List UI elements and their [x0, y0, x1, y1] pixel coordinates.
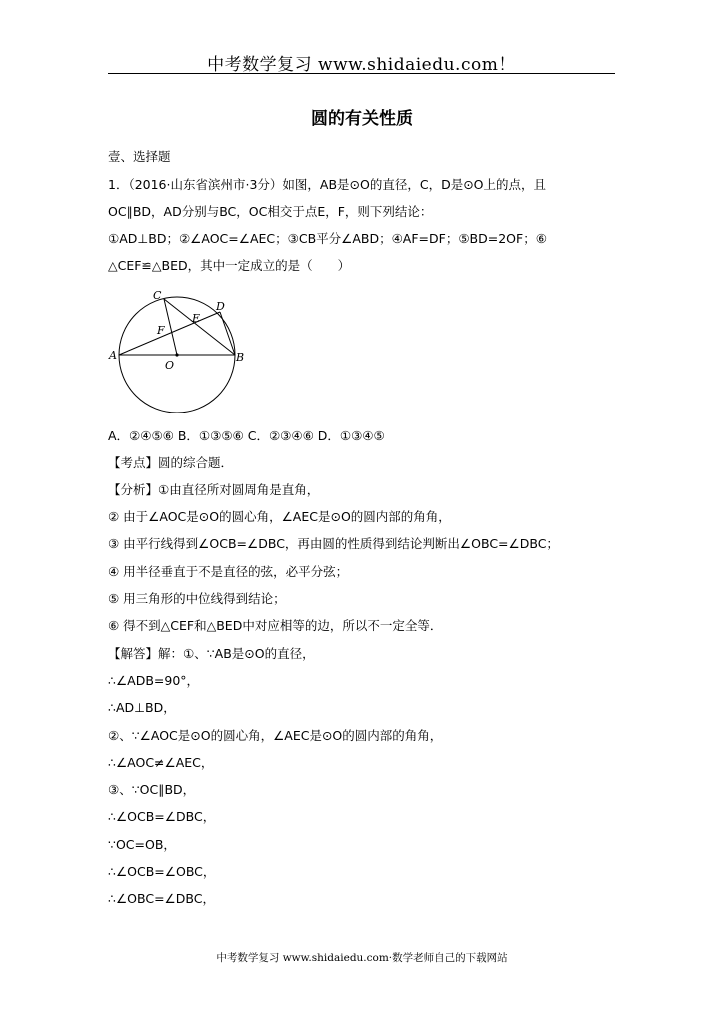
label-o: O [165, 359, 175, 372]
question-line-1: 1．（2016·山东省滨州市·3分）如图，AB是⊙O的直径，C，D是⊙O上的点，且 [108, 177, 547, 192]
solution-line: ④ 用半径垂直于不是直径的弦，必平分弦； [108, 564, 349, 579]
solution-line: ⑤ 用三角形的中位线得到结论； [108, 591, 286, 606]
label-b: B [236, 351, 245, 364]
solution-line: ∴∠ADB=90°， [108, 673, 200, 688]
label-a: A [109, 349, 117, 362]
label-d: D [216, 300, 225, 313]
question-line-2: OC∥BD，AD分别与BC，OC相交于点E，F，则下列结论： [108, 204, 433, 219]
solution-line: 【分析】①由直径所对圆周角是直角， [108, 482, 320, 497]
answer-options: A．②④⑤⑥ B．①③⑤⑥ C．②③④⑥ D．①③④⑤ [108, 428, 385, 443]
geometry-figure [108, 288, 258, 413]
chord-ad [119, 312, 220, 355]
section-heading: 壹、选择题 [108, 149, 171, 164]
solution-line: ∵OC=OB， [108, 837, 176, 852]
solution-line: ∴AD⊥BD， [108, 700, 176, 715]
solution-line: ③、∵OC∥BD， [108, 782, 196, 797]
label-e: E [192, 312, 201, 325]
solution-line: ③ 由平行线得到∠OCB=∠DBC，再由圆的性质得到结论判断出∠OBC=∠DBC； [108, 536, 559, 551]
solution-line: ② 由于∠AOC是⊙O的圆心角，∠AEC是⊙O的圆内部的角角， [108, 509, 451, 524]
solution-line: 【解答】解：①、∵AB是⊙O的直径， [108, 646, 315, 661]
solution-line: ②、∵∠AOC是⊙O的圆心角，∠AEC是⊙O的圆内部的角角， [108, 728, 443, 743]
header-divider [108, 73, 615, 74]
page-footer: 中考数学复习 www.shidaiedu.com·数学老师自己的下载网站 [216, 952, 508, 964]
label-c: C [153, 289, 162, 302]
question-line-4: △CEF≌△BED，其中一定成立的是（ ） [108, 258, 351, 273]
label-f: F [157, 324, 165, 337]
solution-line: ∴∠OBC=∠DBC， [108, 891, 215, 906]
solution-line: ∴∠OCB=∠DBC， [108, 809, 216, 824]
center-point [175, 353, 178, 356]
solution-line: ∴∠AOC≠∠AEC， [108, 755, 214, 770]
page-title: 圆的有关性质 [311, 109, 413, 129]
solution-line: 【考点】圆的综合题． [108, 455, 234, 470]
solution-line: ⑥ 得不到△CEF和△BED中对应相等的边，所以不一定全等． [108, 618, 443, 633]
question-line-3: ①AD⊥BD；②∠AOC=∠AEC；③CB平分∠ABD；④AF=DF；⑤BD=2OF；⑥ [108, 231, 547, 246]
page-header: 中考数学复习 www.shidaiedu.com！ [207, 55, 516, 75]
solution-line: ∴∠OCB=∠OBC， [108, 864, 216, 879]
